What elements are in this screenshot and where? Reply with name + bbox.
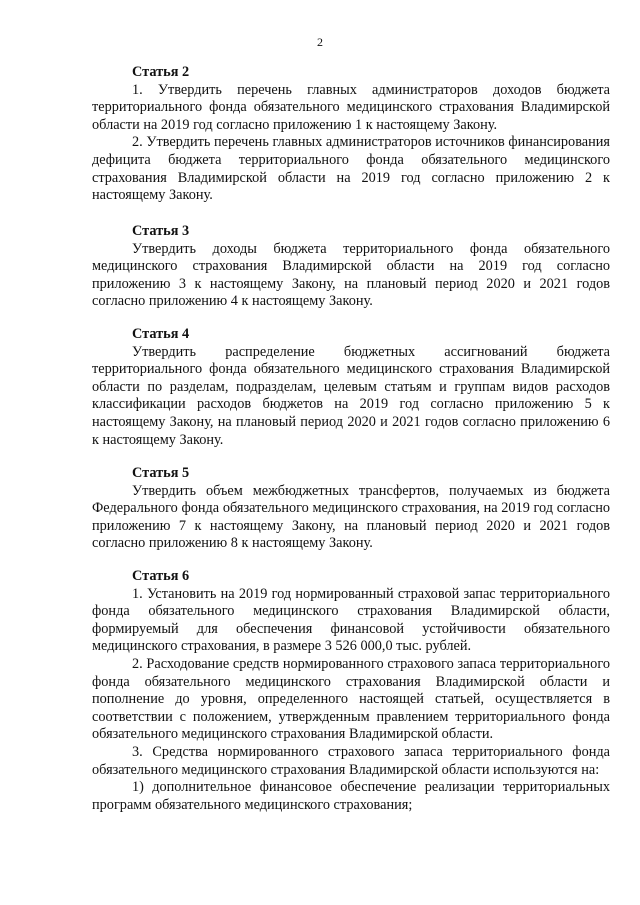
article-heading: Статья 3: [132, 223, 190, 239]
article-5: [92, 465, 610, 553]
article-4: [92, 326, 610, 449]
article-3: [92, 223, 610, 311]
article-paragraph: Утвердить объем межбюджетных трансфертов, получаемых из бюджета Федерального фонда обязательного медицинского страхования, на 2019 год согласно приложению 7 к настоящему Закону, на плановый период 2020 и 2021 годов согласно приложению 8 к настоящему Закону.: [92, 482, 610, 552]
article-2: [92, 64, 610, 205]
page-number: 2: [317, 35, 323, 49]
article-paragraph: 1) дополнительное финансовое обеспечение реализации территориальных программ обязательного медицинского страхования;: [92, 779, 610, 813]
article-paragraph: Утвердить распределение бюджетных ассигнований бюджета территориального фонда обязательного медицинского страхования Владимирской области по разделам, подразделам, целевым статьям и группам видов расходов классификации расходов бюджетов на 2019 год согласно приложению 5 к настоящему Закону, на плановый период 2020 и 2021 годов согласно приложению 6 к настоящему Закону.: [92, 343, 610, 448]
article-heading: Статья 5: [132, 465, 190, 481]
article-heading: Статья 4: [132, 326, 190, 342]
article-6: [92, 568, 610, 814]
article-heading: Статья 2: [132, 64, 190, 80]
article-heading: Статья 6: [132, 568, 190, 584]
article-paragraph: 3. Средства нормированного страхового запаса территориального фонда обязательного медицинского страхования Владимирской области используются на:: [92, 743, 610, 778]
article-paragraph: Утвердить доходы бюджета территориального фонда обязательного медицинского страхования Владимирской области на 2019 год согласно приложению 3 к настоящему Закону, на плановый период 2020 и 2021 годов согласно приложению 4 к настоящему Закону.: [92, 240, 610, 310]
article-paragraph: 2. Утвердить перечень главных администраторов источников финансирования дефицита бюджета территориального фонда обязательного медицинского страхования Владимирской области на 2019 год согласно приложению 2 к настоящему Закону.: [92, 134, 610, 204]
article-paragraph: 1. Установить на 2019 год нормированный страховой запас территориального фонда обязательного медицинского страхования Владимирской области, формируемый для обеспечения финансовой устойчивости обязательного медицинского страхования, в размере 3 526 000,0 тыс. рублей.: [92, 585, 610, 655]
article-paragraph: 2. Расходование средств нормированного страхового запаса территориального фонда обязательного медицинского страхования Владимирской области и пополнение до уровня, определенного настоящей статьей, осуществляется в соответствии с положением, утвержденным правлением территориального фонда обязательного медицинского страхования Владимирской области.: [92, 655, 610, 743]
article-paragraph: 1. Утвердить перечень главных администраторов доходов бюджета территориального фонда обязательного медицинского страхования Владимирской области на 2019 год согласно приложению 1 к настоящему Закону.: [92, 81, 610, 133]
